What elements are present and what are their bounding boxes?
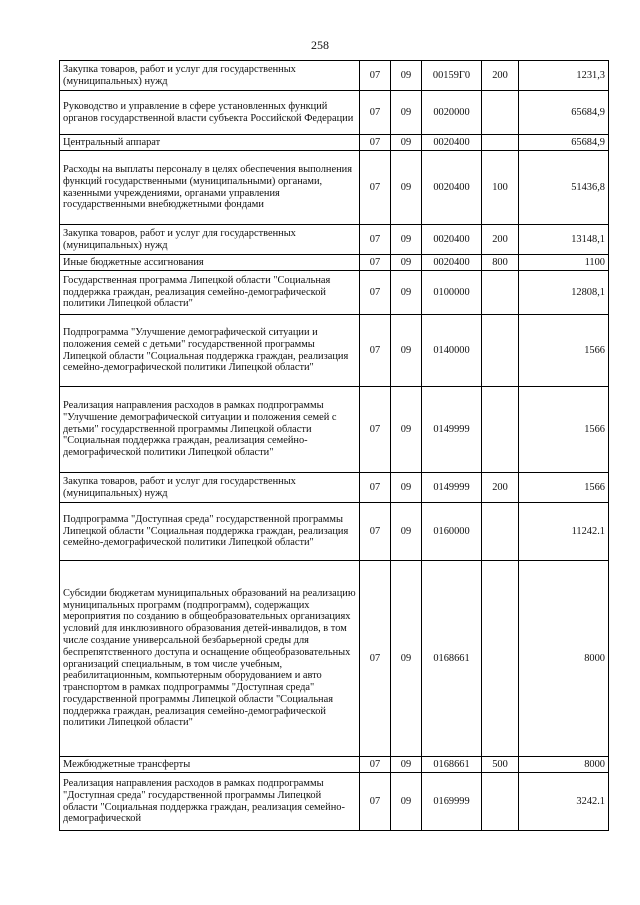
row-section: 07	[360, 387, 391, 473]
row-section: 07	[360, 315, 391, 387]
row-expense-type: 800	[482, 255, 519, 271]
row-subsection: 09	[391, 387, 422, 473]
row-subsection: 09	[391, 757, 422, 773]
row-name: Центральный аппарат	[60, 135, 360, 151]
row-expense-type: 200	[482, 61, 519, 91]
table-row	[60, 473, 609, 503]
row-expense-type	[482, 271, 519, 315]
row-amount: 3242.1	[519, 773, 609, 831]
row-target-code: 0140000	[422, 315, 482, 387]
row-section: 07	[360, 135, 391, 151]
row-section: 07	[360, 757, 391, 773]
row-name: Государственная программа Липецкой области "Социальная поддержка граждан, реализация семейно-демографической политики Липецкой области"	[60, 271, 360, 315]
row-section: 07	[360, 561, 391, 757]
table-row	[60, 757, 609, 773]
page-number: 258	[311, 38, 329, 52]
row-target-code: 0169999	[422, 773, 482, 831]
row-amount: 65684,9	[519, 135, 609, 151]
table-row	[60, 271, 609, 315]
row-target-code: 0160000	[422, 503, 482, 561]
row-section: 07	[360, 91, 391, 135]
row-expense-type	[482, 503, 519, 561]
row-expense-type	[482, 315, 519, 387]
row-subsection: 09	[391, 135, 422, 151]
row-target-code: 0149999	[422, 387, 482, 473]
row-amount: 51436,8	[519, 151, 609, 225]
row-section: 07	[360, 151, 391, 225]
row-target-code: 0020400	[422, 135, 482, 151]
table-row	[60, 151, 609, 225]
row-amount: 1231,3	[519, 61, 609, 91]
row-name: Межбюджетные трансферты	[60, 757, 360, 773]
row-amount: 65684,9	[519, 91, 609, 135]
row-amount: 11242.1	[519, 503, 609, 561]
row-subsection: 09	[391, 561, 422, 757]
row-name: Реализация направления расходов в рамках подпрограммы "Улучшение демографической ситуации и положения семей с детьми" государственной программы Липецкой области "Социальная поддержка граждан, реализация семейно-демографической политики Липецкой области"	[60, 387, 360, 473]
row-subsection: 09	[391, 91, 422, 135]
row-amount: 8000	[519, 561, 609, 757]
row-subsection: 09	[391, 225, 422, 255]
row-expense-type	[482, 773, 519, 831]
table-row	[60, 225, 609, 255]
row-amount: 1100	[519, 255, 609, 271]
table-row	[60, 773, 609, 831]
row-name: Руководство и управление в сфере установленных функций органов государственной власти субъекта Российской Федерации	[60, 91, 360, 135]
row-section: 07	[360, 255, 391, 271]
table-row	[60, 315, 609, 387]
row-section: 07	[360, 773, 391, 831]
row-expense-type	[482, 561, 519, 757]
row-amount: 1566	[519, 473, 609, 503]
row-section: 07	[360, 271, 391, 315]
row-name: Подпрограмма "Улучшение демографической ситуации и положения семей с детьми" государственной программы Липецкой области "Социальная поддержка граждан, реализация семейно-демографической политики Липецкой области"	[60, 315, 360, 387]
row-name: Закупка товаров, работ и услуг для государственных (муниципальных) нужд	[60, 473, 360, 503]
row-subsection: 09	[391, 271, 422, 315]
table-row	[60, 387, 609, 473]
row-subsection: 09	[391, 503, 422, 561]
row-amount: 8000	[519, 757, 609, 773]
row-subsection: 09	[391, 151, 422, 225]
budget-table	[59, 60, 609, 831]
table-row	[60, 255, 609, 271]
row-target-code: 0168661	[422, 757, 482, 773]
row-amount: 12808,1	[519, 271, 609, 315]
row-expense-type: 200	[482, 473, 519, 503]
row-expense-type	[482, 91, 519, 135]
row-section: 07	[360, 503, 391, 561]
row-target-code: 0100000	[422, 271, 482, 315]
row-expense-type	[482, 135, 519, 151]
table-row	[60, 503, 609, 561]
row-name: Реализация направления расходов в рамках подпрограммы "Доступная среда" государственной программы Липецкой области "Социальная поддержка граждан, реализация семейно-демографической	[60, 773, 360, 831]
row-target-code: 0020400	[422, 255, 482, 271]
table-row	[60, 61, 609, 91]
row-name: Расходы на выплаты персоналу в целях обеспечения выполнения функций государственными (муниципальными) органами, казенными учреждениями, органами управления государственными внебюджетными фондами	[60, 151, 360, 225]
row-target-code: 0168661	[422, 561, 482, 757]
row-target-code: 0149999	[422, 473, 482, 503]
table-row	[60, 91, 609, 135]
row-subsection: 09	[391, 773, 422, 831]
row-target-code: 0020000	[422, 91, 482, 135]
row-name: Закупка товаров, работ и услуг для государственных (муниципальных) нужд	[60, 225, 360, 255]
table-row	[60, 135, 609, 151]
row-name: Иные бюджетные ассигнования	[60, 255, 360, 271]
table-row	[60, 561, 609, 757]
row-section: 07	[360, 61, 391, 91]
row-amount: 1566	[519, 315, 609, 387]
row-subsection: 09	[391, 61, 422, 91]
row-expense-type: 200	[482, 225, 519, 255]
row-subsection: 09	[391, 473, 422, 503]
row-expense-type: 100	[482, 151, 519, 225]
row-amount: 13148,1	[519, 225, 609, 255]
row-name: Закупка товаров, работ и услуг для государственных (муниципальных) нужд	[60, 61, 360, 91]
row-section: 07	[360, 473, 391, 503]
row-target-code: 00159Г0	[422, 61, 482, 91]
row-section: 07	[360, 225, 391, 255]
row-target-code: 0020400	[422, 225, 482, 255]
row-expense-type	[482, 387, 519, 473]
row-name: Подпрограмма "Доступная среда" государственной программы Липецкой области "Социальная поддержка граждан, реализация семейно-демографической политики Липецкой области"	[60, 503, 360, 561]
row-amount: 1566	[519, 387, 609, 473]
row-subsection: 09	[391, 315, 422, 387]
row-name: Субсидии бюджетам муниципальных образований на реализацию муниципальных программ (подпрограмм), содержащих мероприятия по созданию в общеобразовательных организациях условий для инклюзивного образования детей-инвалидов, в том числе создание универсальной безбарьерной среды для беспрепятственного доступа и оснащение общеобразовательных организаций специальным, в том числе учебным, реабилитационным, компьютерным оборудованием и авто транспортом в рамках подпрограммы "Доступная среда" государственной программы Липецкой области "Социальная поддержка граждан, реализация семейно-демографической политики Липецкой области"	[60, 561, 360, 757]
row-target-code: 0020400	[422, 151, 482, 225]
row-subsection: 09	[391, 255, 422, 271]
row-expense-type: 500	[482, 757, 519, 773]
